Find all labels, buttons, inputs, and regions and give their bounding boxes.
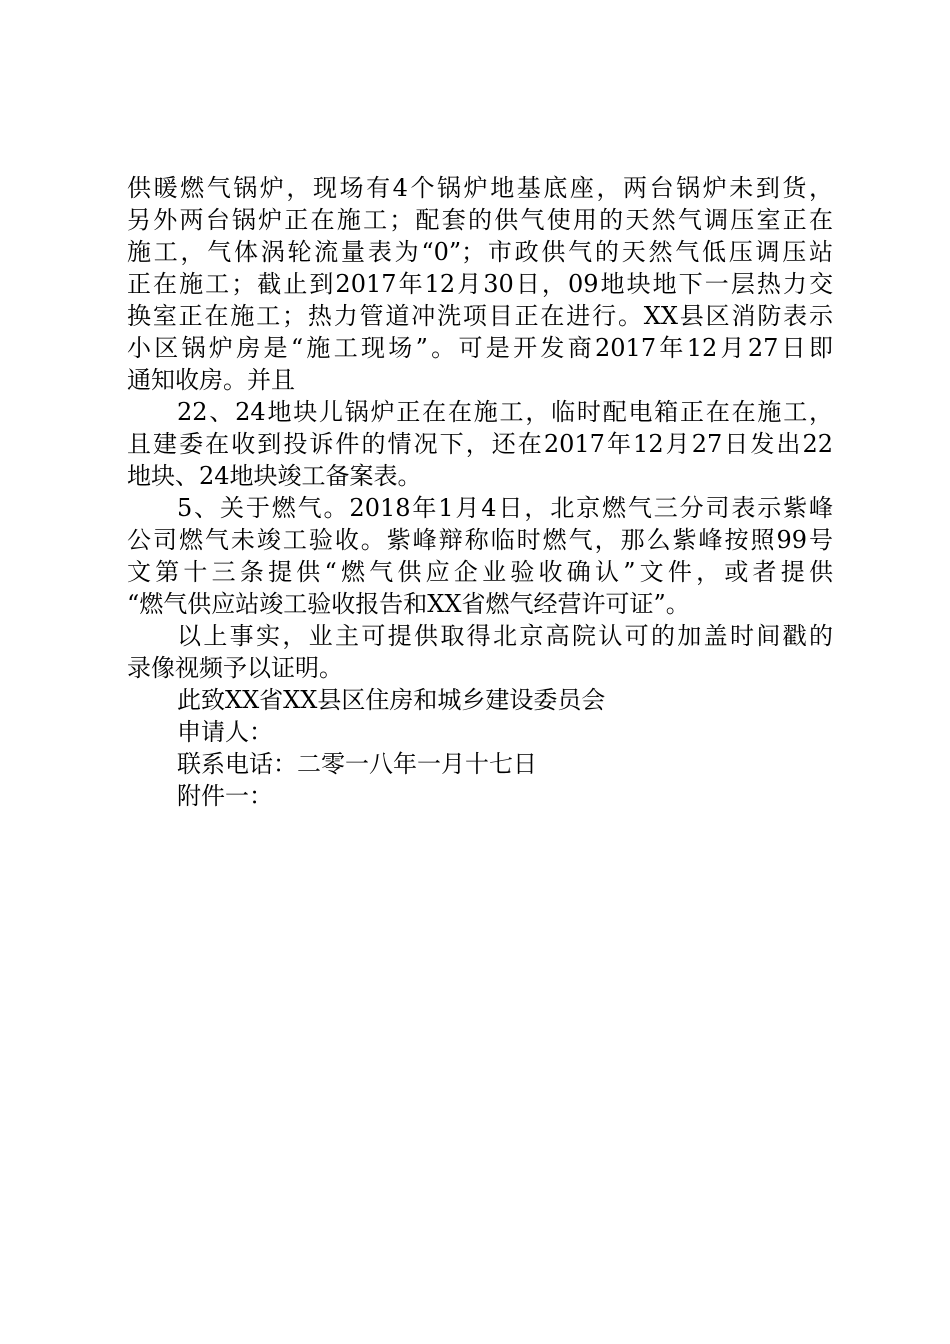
document-body	[127, 172, 833, 812]
text-line: 另外两台锅炉正在施工；配套的供气使用的天然气调压室正在	[127, 206, 833, 234]
text-line: 正在施工；截止到2017年12月30日，09地块地下一层热力交	[127, 270, 833, 298]
text-line: 供暖燃气锅炉，现场有4个锅炉地基底座，两台锅炉未到货，	[127, 174, 833, 202]
addressee: 此致XX省XX县区住房和城乡建设委员会	[177, 686, 606, 714]
phone-and-date: 联系电话：二零一八年一月十七日	[177, 750, 537, 778]
text-line: 以上事实，业主可提供取得北京高院认可的加盖时间戳的	[177, 622, 833, 650]
paragraph-evidence	[127, 620, 833, 684]
text-line: 地块、24地块竣工备案表。	[127, 462, 422, 490]
attachment-label: 附件一：	[177, 782, 273, 810]
text-line: 公司燃气未竣工验收。紫峰辩称临时燃气，那么紫峰按照99号	[127, 526, 833, 554]
paragraph-gas	[127, 492, 833, 620]
text-line: 文第十三条提供“燃气供应企业验收确认”文件，或者提供	[127, 558, 833, 586]
paragraph-boiler-status	[127, 172, 833, 396]
text-line: 小区锅炉房是“施工现场”。可是开发商2017年12月27日即	[127, 334, 833, 362]
text-line: 换室正在施工；热力管道冲洗项目正在进行。XX县区消防表示	[127, 302, 833, 330]
text-line: 5、关于燃气。2018年1月4日，北京燃气三分司表示紫峰	[177, 494, 833, 522]
text-line: 录像视频予以证明。	[127, 654, 343, 682]
text-line: 通知收房。并且	[127, 366, 295, 394]
applicant-label: 申请人：	[177, 718, 273, 746]
text-line: 且建委在收到投诉件的情况下，还在2017年12月27日发出22	[127, 430, 833, 458]
text-line: 22、24地块儿锅炉正在在施工，临时配电箱正在在施工，	[177, 398, 833, 426]
text-line: “燃气供应站竣工验收报告和XX省燃气经营许可证”。	[127, 590, 690, 618]
closing-block	[127, 684, 833, 812]
text-line: 施工，气体涡轮流量表为“0”；市政供气的天然气低压调压站	[127, 238, 833, 266]
paragraph-plot-completion	[127, 396, 833, 492]
